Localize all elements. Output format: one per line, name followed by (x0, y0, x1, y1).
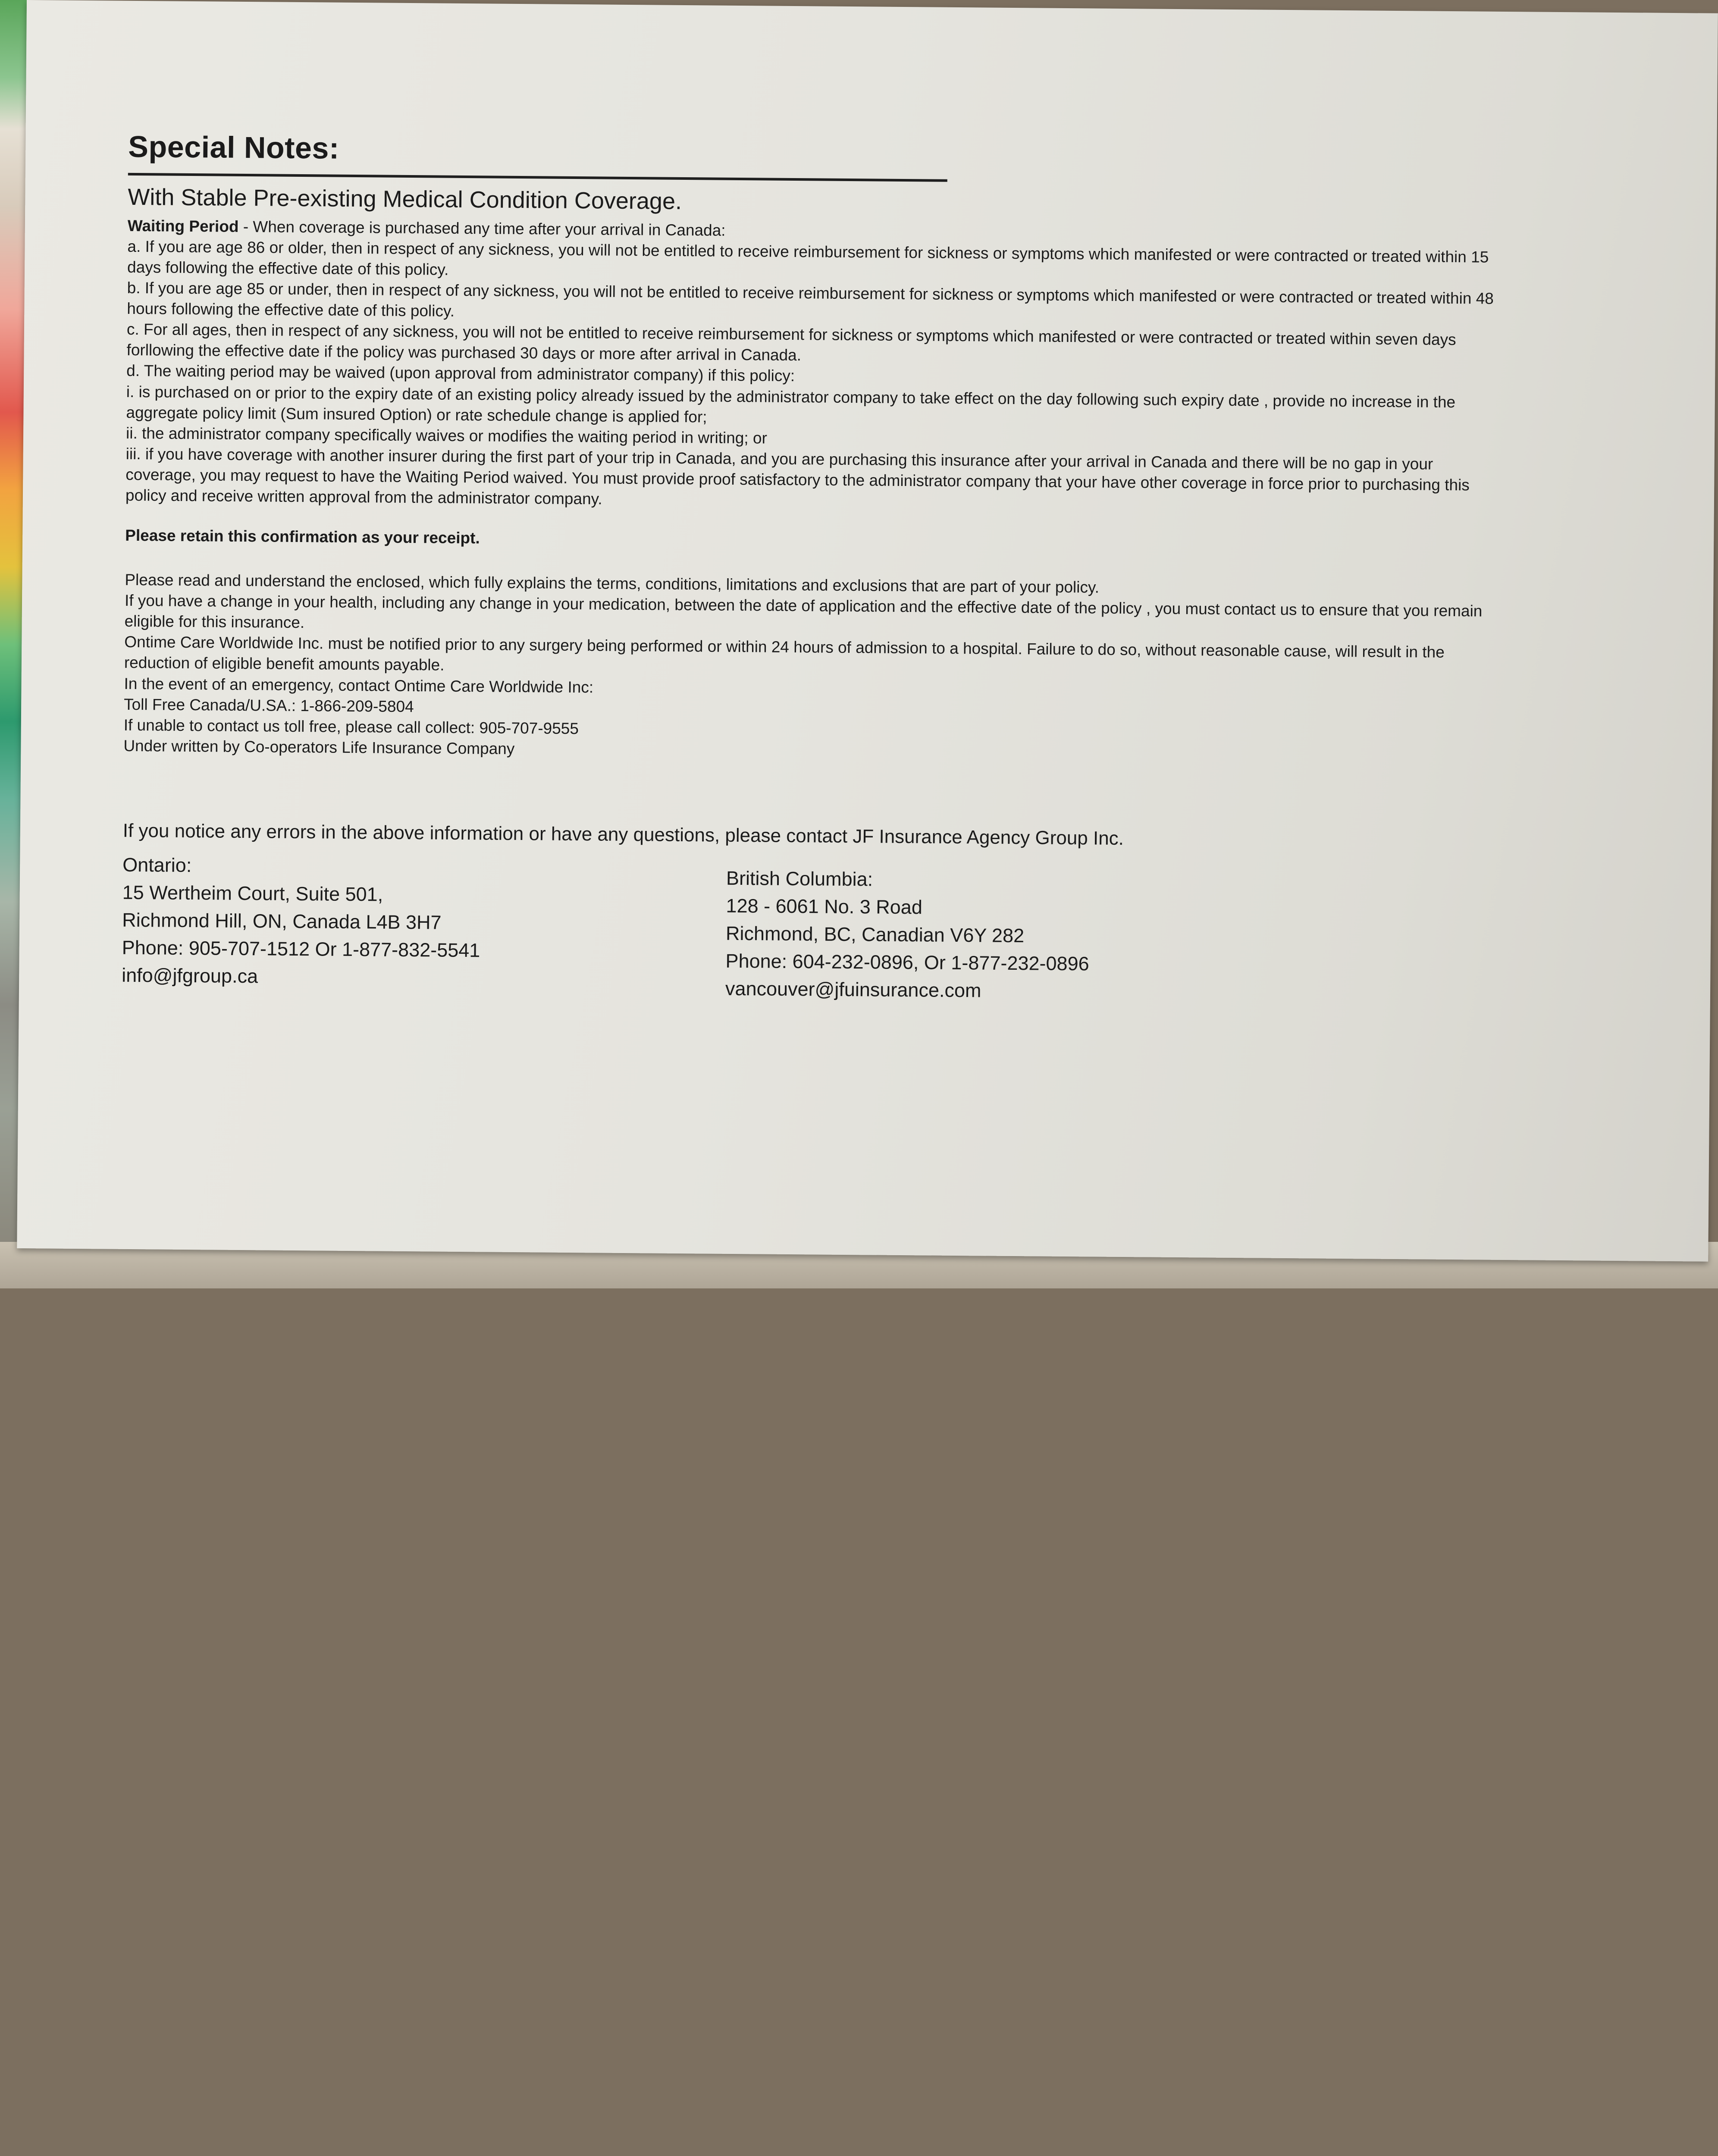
waiting-period-item-b: b. If you are age 85 or under, then in respect of any sickness, you will not be entitled to receive reimbursement for sickness or symptoms which manifested or were contracted or treated within 48 hours following the effective date of this policy. (127, 279, 1494, 320)
office-ontario (122, 851, 481, 992)
office-phone: Phone: 604-232-0896, Or 1-877-232-0896 (725, 950, 1089, 975)
office-british-columbia (725, 865, 1090, 1005)
receipt-notice: Please retain this confirmation as your receipt. (125, 526, 480, 547)
collect-call-number: If unable to contact us toll free, please call collect: 905-707-9555 (123, 716, 579, 737)
title-underline (128, 173, 947, 182)
policy-information (123, 570, 1492, 767)
emergency-contact-line: In the event of an emergency, contact Ontime Care Worldwide Inc: (124, 674, 594, 696)
waiting-period-section (125, 216, 1495, 517)
info-line: If you have a change in your health, including any change in your medication, between the date of application and the effective date of the policy , you must contact us to ensure that you remain eligible for this insurance. (124, 592, 1483, 632)
waiting-period-item-i: i. is purchased on or prior to the expiry date of an existing policy already issued by the administrator company to take effect on the day following such expiry date , provide no increase in the aggregate policy limit (Sum insured Option) or rate schedule change is applied for; (126, 382, 1456, 426)
toll-free-number: Toll Free Canada/U.SA.: 1-866-209-5804 (124, 695, 414, 715)
office-region: British Columbia: (726, 867, 873, 890)
waiting-period-intro-text: - When coverage is purchased any time after your arrival in Canada: (238, 217, 726, 239)
office-address-line: 15 Wertheim Court, Suite 501, (122, 881, 383, 906)
document-page (17, 0, 1718, 1262)
waiting-period-item-iii: iii. if you have coverage with another insurer during the first part of your trip in Canada, and you are purchasing this insurance after your arrival in Canada and there will be no gap in your coverage, you may request to have the Waiting Period waived. You must provide proof satisfactory to the administrator company that your have other coverage in force prior to purchasing this policy and receive written approval from the administrator company. (125, 445, 1470, 508)
office-email: info@jfgroup.ca (122, 964, 258, 987)
office-email: vancouver@jfuinsurance.com (725, 977, 981, 1001)
office-address-line: Richmond Hill, ON, Canada L4B 3H7 (122, 909, 442, 934)
contact-intro: If you notice any errors in the above information or have any questions, please contact JF Insurance Agency Group Inc. (122, 820, 1124, 849)
document-content (122, 130, 1508, 1000)
office-address-line: Richmond, BC, Canadian V6Y 282 (725, 922, 1025, 946)
page-title: Special Notes: (128, 129, 340, 165)
waiting-period-item-c: c. For all ages, then in respect of any sickness, you will not be entitled to receive reimbursement for sickness or symptoms which manifested or were contracted or treated within seven days forllowing the effective date if the policy was purchased 30 days or more after arrival in Canada. (126, 320, 1456, 364)
waiting-period-item-a: a. If you are age 86 or older, then in respect of any sickness, you will not be entitled to receive reimbursement for sickness or symptoms which manifested or were contracted or treated within 15 days following the effective date of this policy. (127, 237, 1489, 279)
waiting-period-label: Waiting Period (127, 216, 239, 235)
underwriter-line: Under written by Co-operators Life Insurance Company (123, 736, 515, 758)
office-addresses (122, 851, 1502, 1000)
office-address-line: 128 - 6061 No. 3 Road (726, 894, 923, 918)
info-line: Please read and understand the enclosed, which fully explains the terms, conditions, limitations and exclusions that are part of your policy. (125, 570, 1100, 596)
waiting-period-item-ii: ii. the administrator company specifically waives or modifies the waiting period in writing; or (125, 424, 768, 447)
waiting-period-item-d: d. The waiting period may be waived (upon approval from administrator company) if this policy: (126, 362, 795, 385)
office-phone: Phone: 905-707-1512 Or 1-877-832-5541 (122, 936, 480, 961)
info-line: Ontime Care Worldwide Inc. must be notified prior to any surgery being performed or within 24 hours of admission to a hospital. Failure to do so, without reasonable cause, will result in the reduction of eligible benefit amounts payable. (124, 633, 1445, 674)
coverage-subtitle: With Stable Pre-existing Medical Condition Coverage. (128, 184, 682, 214)
office-region: Ontario: (122, 853, 192, 877)
